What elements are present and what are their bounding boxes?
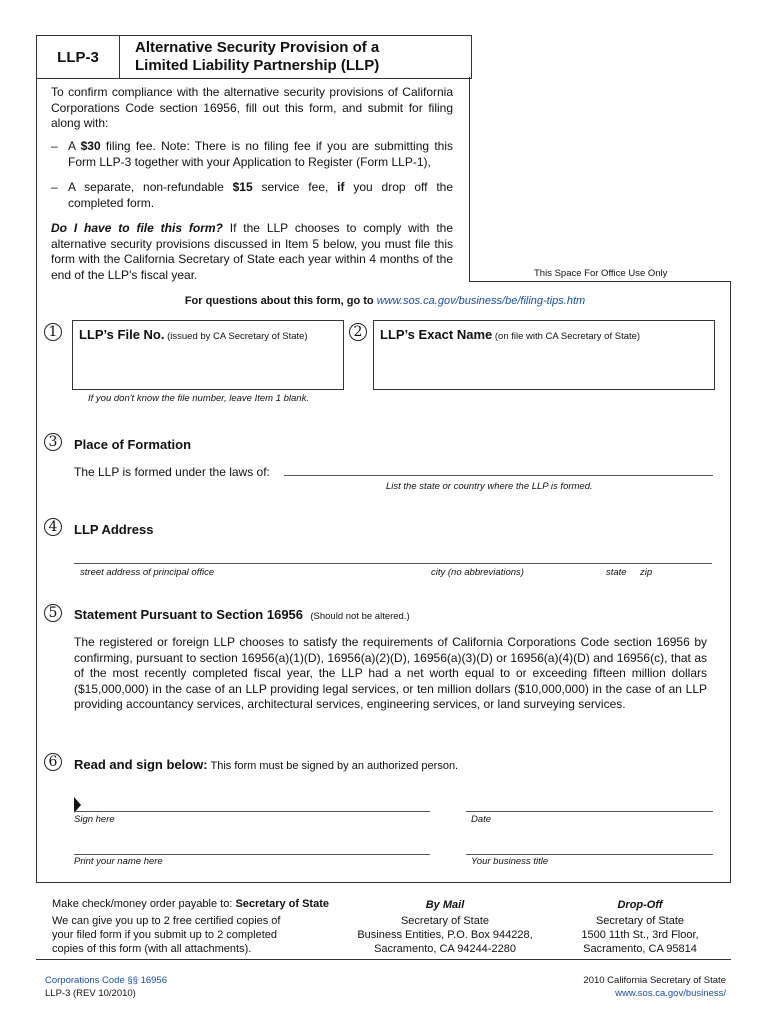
item6-number-icon: 6 (44, 753, 62, 771)
item3-number-icon: 3 (44, 433, 62, 451)
copyright: 2010 California Secretary of State (583, 975, 726, 986)
dropoff-line2: 1500 11th St., 3rd Floor, (581, 929, 699, 941)
form-title (135, 39, 379, 75)
print-name-field[interactable] (74, 853, 430, 855)
item2-number-icon: 2 (349, 323, 367, 341)
business-title-field[interactable] (466, 853, 713, 855)
footer-left (45, 974, 167, 1000)
intro-text: To confirm compliance with the alternative security provisions of California Corporations Code section 16956, fill out this form, and submit for filing along with: (51, 85, 453, 130)
mail-heading: By Mail (425, 899, 465, 911)
dropoff-line1: Secretary of State (595, 915, 685, 927)
office-area-bottom-border (469, 281, 731, 282)
place-of-formation-field[interactable] (284, 474, 713, 476)
mail-address (345, 898, 545, 956)
dropoff-heading: Drop-Off (617, 899, 663, 911)
filing-tips-link[interactable]: www.sos.ca.gov/business/be/filing-tips.htm (376, 295, 586, 307)
state-caption: state (606, 567, 627, 578)
form-revision: LLP-3 (REV 10/2010) (45, 988, 136, 999)
frame-left-border (36, 77, 37, 883)
filing-question (51, 221, 453, 283)
date-caption: Date (471, 814, 492, 825)
statement-text: The registered or foreign LLP chooses to satisfy the requirements of California Corporations Code section 16956 by confirming, pursuant to section 16956(a)(1)(D), 16956(a)(2)(D), 16956(a)(3)(D) or 16956(a)(4)(D) and 16956(c), that as of the most recently completed fiscal year, the LLP had a net worth equal to or exceeding fifteen million dollars ($15,000,000) in the case of an LLP providing legal services, or ten million dollars ($10,000,000) in the case of an LLP providing accountancy services, architectural services, engineering services, or land surveying services. (74, 635, 707, 711)
form-code: LLP-3 (37, 36, 120, 78)
zip-caption: zip (640, 567, 653, 578)
item5-number-icon: 5 (44, 604, 62, 622)
bullet2-mid: service fee, (252, 180, 338, 194)
bullet2-pre: A separate, non-refundable (68, 180, 233, 194)
item1-note: (issued by CA Secretary of State) (164, 331, 308, 342)
item2-label: LLP’s Exact Name (380, 327, 493, 342)
frame-right-border (730, 281, 731, 883)
mail-line1: Secretary of State (400, 915, 490, 927)
bullet-filing-fee (51, 139, 453, 171)
question-answer: If the LLP chooses to comply with the alternative security provisions discussed in Item 5 below, you must file this form with the California Secretary of State each year within 4 months of the end of the LLP's fiscal year. (51, 221, 454, 282)
form-title-line2: Limited Liability Partnership (LLP) (135, 57, 380, 74)
office-use-label: This Space For Office Use Only (534, 268, 668, 279)
bullet2-if: if (337, 180, 345, 194)
bullet2-amount: $15 (232, 180, 253, 194)
footer-right (520, 974, 726, 1000)
questions-text: For questions about this form, go to (184, 295, 377, 307)
questions-line (0, 295, 770, 307)
item5-note: (Should not be altered.) (310, 611, 410, 622)
item5-label: Statement Pursuant to Section 16956 (74, 607, 304, 622)
sign-here-caption: Sign here (74, 814, 115, 825)
form-title-line1: Alternative Security Provision of a (135, 39, 380, 56)
payable-pre: Make check/money order payable to: (52, 898, 236, 910)
bullet1-pre: A (68, 139, 81, 153)
bullet-dash: – (51, 180, 58, 194)
payable-line (52, 898, 329, 910)
date-field[interactable] (466, 810, 713, 812)
mail-line3: Sacramento, CA 94244-2280 (374, 943, 516, 955)
item4-number-icon: 4 (44, 518, 62, 536)
item4-label: LLP Address (74, 522, 154, 537)
llp-name-field[interactable] (373, 320, 715, 390)
item1-hint: If you don't know the file number, leave Item 1 blank. (88, 393, 309, 404)
bullet-service-fee (51, 180, 453, 212)
bullet-dash: – (51, 139, 58, 153)
print-name-caption: Print your name here (74, 856, 163, 867)
dropoff-address (560, 898, 720, 956)
dropoff-line3: Sacramento, CA 95814 (583, 943, 697, 955)
item3-hint: List the state or country where the LLP is formed. (386, 481, 593, 492)
street-address-caption: street address of principal office (80, 567, 215, 578)
signature-field[interactable] (74, 810, 430, 812)
llp-address-field[interactable] (74, 562, 712, 564)
file-number-field[interactable] (72, 320, 344, 390)
business-title-caption: Your business title (471, 856, 549, 867)
mail-line2: Business Entities, P.O. Box 944228, (357, 929, 533, 941)
question-heading: Do I have to file this form? (51, 221, 223, 235)
form-title-box (36, 35, 472, 79)
office-area-left-border (469, 77, 470, 282)
bullet1-amount: $30 (80, 139, 101, 153)
item6-note: This form must be signed by an authorized person. (207, 760, 459, 772)
sos-business-link[interactable]: www.sos.ca.gov/business/ (615, 988, 726, 999)
item1-label: LLP’s File No. (79, 327, 165, 342)
bullet2-rest: you drop off the completed form. (68, 180, 454, 210)
item2-note: (on file with CA Secretary of State) (492, 331, 641, 342)
item3-label: Place of Formation (74, 437, 192, 452)
corporations-code-ref[interactable]: Corporations Code §§ 16956 (45, 975, 168, 986)
payable-to: Secretary of State (235, 898, 329, 910)
item3-prompt: The LLP is formed under the laws of: (74, 465, 270, 479)
item6-label: Read and sign below: (74, 757, 208, 772)
city-caption: city (no abbreviations) (431, 567, 524, 578)
item1-number-icon: 1 (44, 323, 62, 341)
copies-text: We can give you up to 2 free certified copies of your filed form if you submit up to 2 completed copies of this form (with all attachments). (52, 915, 281, 955)
bullet1-rest: filing fee. Note: There is no filing fee if you are submitting this Form LLP-3 together with your Application to Register (Form LLP-1), (68, 139, 453, 169)
